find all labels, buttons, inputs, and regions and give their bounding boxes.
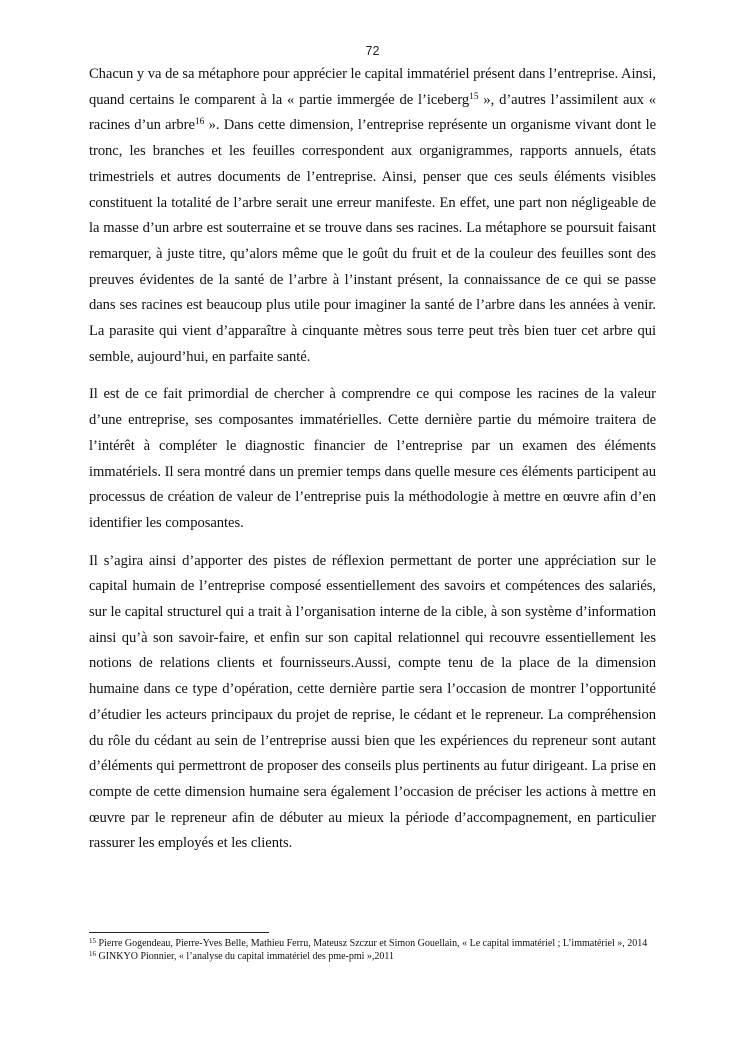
footnotes (89, 938, 656, 963)
paragraph-1-text-a: Chacun y va de sa métaphore pour apprécier le capital immatériel présent dans l’entreprise. Ainsi, quand certains le comparent à la « partie immergée de l’iceberg (89, 66, 656, 108)
footnote-15 (89, 938, 656, 951)
footnote-16 (89, 951, 656, 964)
paragraph-1-text-c: ». Dans cette dimension, l’entreprise représente un organisme vivant dont le tronc, les branches et les feuilles correspondent aux organigrammes, rapports annuels, états trimestriels et autres documents de l’entreprise. Ainsi, penser que ces seuls éléments visibles constituent la totalité de l’arbre serait une erreur manifeste. En effet, une part non négligeable de la masse d’un arbre est souterraine et se trouve dans ses racines. La métaphore se poursuit faisant remarquer, à juste titre, qu’alors même que le goût du fruit et de la couleur des feuilles sont des preuves évidentes de la santé de l’arbre à l’instant présent, la connaissance de ce qui se passe dans ses racines est beaucoup plus utile pour imaginer la santé de l’arbre dans les années à venir. La parasite qui vient d’apparaître à cinquante mètres sous terre peut très bien tuer cet arbre qui semble, aujourd’hui, en parfaite santé. (89, 117, 656, 365)
paragraph-2: Il est de ce fait primordial de chercher à comprendre ce qui compose les racines de la valeur d’une entreprise, ses composantes immatérielles. Cette dernière partie du mémoire traitera de l’intérêt à compléter le diagnostic financier de l’entreprise par un examen des éléments immatériels. Il sera montré dans un premier temps dans quelle mesure ces éléments participent au processus de création de valeur de l’entreprise puis la méthodologie à mettre en œuvre afin d’en identifier les composantes. (89, 386, 656, 531)
footnote-separator (89, 932, 269, 933)
footnote-number: 16 (89, 949, 96, 958)
footnote-text: GINKYO Pionnier, « l’analyse du capital immatériel des pme-pmi »,2011 (96, 950, 395, 962)
paragraph-1 (89, 62, 656, 370)
footnote-ref-15[interactable]: 15 (469, 91, 479, 102)
footnote-number: 15 (89, 937, 96, 945)
body-text (89, 62, 656, 869)
paragraph-3: Il s’agira ainsi d’apporter des pistes de réflexion permettant de porter une appréciation sur le capital humain de l’entreprise composé essentiellement des savoirs et compétences des salariés, sur le capital structurel qui a trait à l’organisation interne de la cible, à son système d’information ainsi qu’à son savoir-faire, et enfin sur son capital relationnel qui recouvre essentiellement les notions de relations clients et fournisseurs.Aussi, compte tenu de la place de la dimension humaine dans ce type d’opération, cette dernière partie sera l’occasion de montrer l’opportunité d’étudier les acteurs principaux du projet de reprise, le cédant et le repreneur. La compréhension du rôle du cédant au sein de l’entreprise aussi bien que les expériences du repreneur sont autant d’éléments qui permettront de proposer des conseils plus pertinents au futur dirigeant. La prise en compte de cette dimension humaine sera également l’occasion de préciser les actions à mettre en œuvre par le repreneur afin de débuter au mieux la période d’accompagnement, en particulier rassurer les employés et les clients. (89, 552, 656, 852)
page-number: 72 (365, 44, 380, 58)
paragraph-1-text-b: », d’autres l’assimilent aux « racines d’un arbre (89, 91, 656, 134)
footnote-text: Pierre Gogendeau, Pierre-Yves Belle, Mathieu Ferru, Mateusz Szczur et Simon Gouellain, « Le capital immatériel ; L’immatériel », 2014 (96, 938, 648, 949)
footnote-ref-16[interactable]: 16 (194, 117, 205, 128)
